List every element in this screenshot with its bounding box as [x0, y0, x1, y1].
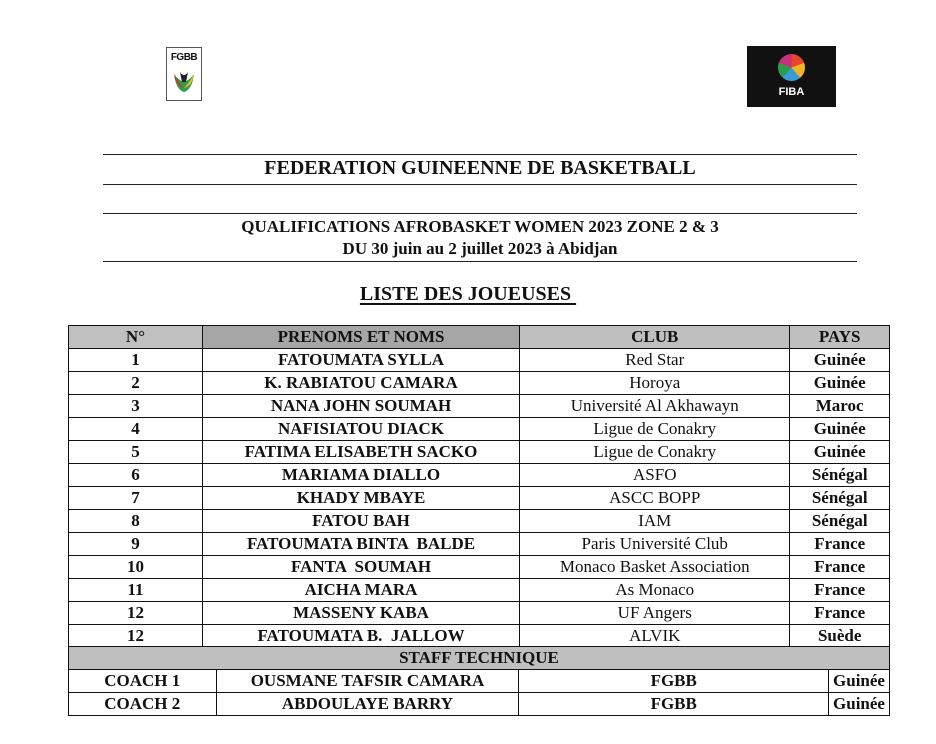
table-row [69, 395, 890, 418]
staff-name: OUSMANE TAFSIR CAMARA [216, 670, 519, 693]
player-country: Sénégal [790, 510, 890, 533]
player-country: Suède [790, 625, 890, 648]
column-header-club: CLUB [520, 326, 790, 349]
column-header-number: N° [69, 326, 203, 349]
player-number: 1 [69, 349, 203, 372]
player-name: MARIAMA DIALLO [202, 464, 519, 487]
player-number: 10 [69, 556, 203, 579]
player-club: Ligue de Conakry [520, 418, 790, 441]
player-country: France [790, 602, 890, 625]
table-row [69, 510, 890, 533]
player-club: Ligue de Conakry [520, 441, 790, 464]
staff-club: FGBB [519, 693, 829, 716]
player-number: 11 [69, 579, 203, 602]
table-row [69, 556, 890, 579]
federation-title: FEDERATION GUINEENNE DE BASKETBALL [264, 157, 696, 179]
player-club: Université Al Akhawayn [520, 395, 790, 418]
player-name: K. RABIATOU CAMARA [202, 372, 519, 395]
divider [103, 184, 857, 185]
table-row [69, 464, 890, 487]
player-name: FANTA SOUMAH [202, 556, 519, 579]
table-row [69, 670, 890, 693]
player-club: As Monaco [520, 579, 790, 602]
player-number: 8 [69, 510, 203, 533]
player-name: FATOUMATA SYLLA [202, 349, 519, 372]
player-number: 3 [69, 395, 203, 418]
player-club: ASCC BOPP [520, 487, 790, 510]
table-row [69, 602, 890, 625]
fiba-globe-icon [778, 54, 805, 81]
player-name: NANA JOHN SOUMAH [202, 395, 519, 418]
table-row [69, 372, 890, 395]
staff-role: COACH 1 [69, 670, 217, 693]
staff-name: ABDOULAYE BARRY [216, 693, 519, 716]
staff-club: FGBB [519, 670, 829, 693]
player-club: IAM [520, 510, 790, 533]
player-name: NAFISIATOU DIACK [202, 418, 519, 441]
table-row [69, 487, 890, 510]
list-title [0, 283, 936, 306]
player-country: Guinée [790, 372, 890, 395]
player-name: KHADY MBAYE [202, 487, 519, 510]
player-club: Monaco Basket Association [520, 556, 790, 579]
player-number: 7 [69, 487, 203, 510]
player-number: 6 [69, 464, 203, 487]
player-number: 2 [69, 372, 203, 395]
staff-section-title: STAFF TECHNIQUE [69, 647, 890, 670]
player-country: France [790, 579, 890, 602]
divider [103, 213, 857, 214]
player-club: UF Angers [520, 602, 790, 625]
player-club: Paris Université Club [520, 533, 790, 556]
competition-title: QUALIFICATIONS AFROBASKET WOMEN 2023 ZONE 2 & 3 [241, 217, 719, 236]
player-club: ALVIK [520, 625, 790, 648]
competition-dates: DU 30 juin au 2 juillet 2023 à Abidjan [342, 239, 618, 258]
staff-section-row [69, 647, 890, 670]
player-club: Red Star [520, 349, 790, 372]
player-country: Guinée [790, 441, 890, 464]
player-name: FATOU BAH [202, 510, 519, 533]
player-number: 12 [69, 602, 203, 625]
table-row [69, 418, 890, 441]
player-country: Sénégal [790, 487, 890, 510]
divider [103, 261, 857, 262]
table-row [69, 693, 890, 716]
player-number: 9 [69, 533, 203, 556]
fiba-logo [747, 46, 836, 107]
player-country: Guinée [790, 349, 890, 372]
column-header-name: PRENOMS ET NOMS [202, 326, 519, 349]
player-club: Horoya [520, 372, 790, 395]
player-country: Sénégal [790, 464, 890, 487]
player-country: France [790, 533, 890, 556]
fgbb-logo-text: FGBB [170, 52, 198, 63]
table-row [69, 533, 890, 556]
staff-table [68, 646, 890, 716]
fgbb-logo [166, 47, 202, 101]
staff-country: Guinée [829, 693, 890, 716]
player-country: France [790, 556, 890, 579]
player-country: Guinée [790, 418, 890, 441]
player-number: 5 [69, 441, 203, 464]
player-country: Maroc [790, 395, 890, 418]
staff-country: Guinée [829, 670, 890, 693]
player-number: 12 [69, 625, 203, 648]
table-row [69, 349, 890, 372]
staff-role: COACH 2 [69, 693, 217, 716]
table-row [69, 441, 890, 464]
table-row [69, 625, 890, 648]
player-name: FATIMA ELISABETH SACKO [202, 441, 519, 464]
player-name: AICHA MARA [202, 579, 519, 602]
player-name: FATOUMATA BINTA BALDE [202, 533, 519, 556]
player-club: ASFO [520, 464, 790, 487]
player-name: MASSENY KABA [202, 602, 519, 625]
list-title-text: LISTE DES JOUEUSES [359, 283, 577, 305]
table-header-row [69, 326, 890, 349]
players-table [68, 325, 890, 648]
player-number: 4 [69, 418, 203, 441]
fiba-logo-text: FIBA [778, 86, 805, 98]
column-header-country: PAYS [790, 326, 890, 349]
table-row [69, 579, 890, 602]
player-name: FATOUMATA B. JALLOW [202, 625, 519, 648]
divider [103, 154, 857, 155]
basketball-emblem-icon [172, 70, 196, 94]
